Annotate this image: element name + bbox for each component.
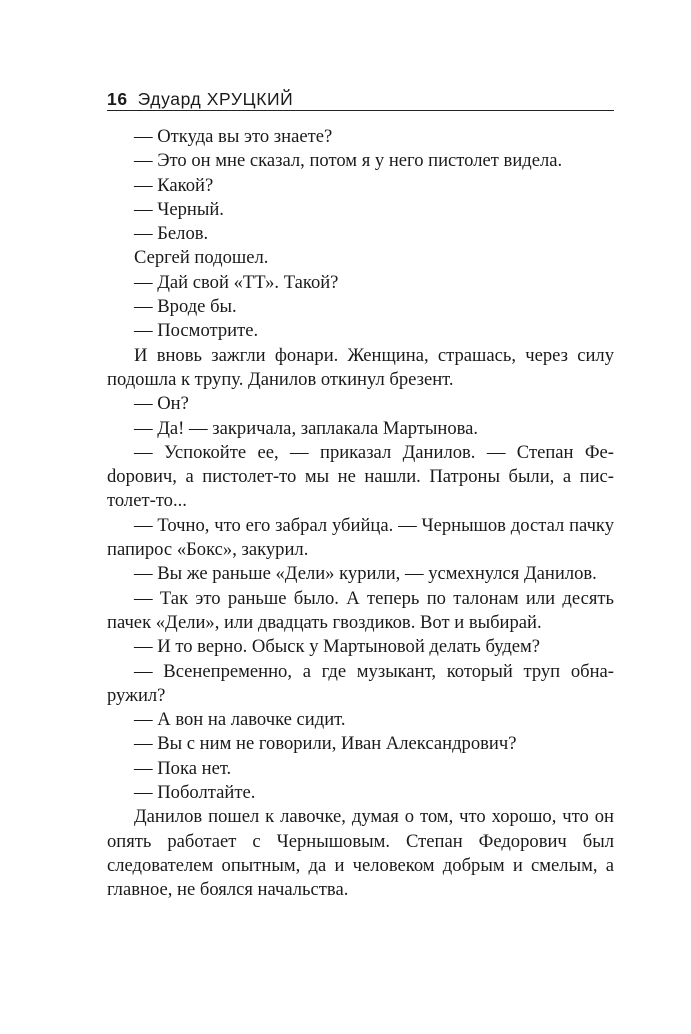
paragraph: — Дай свой «ТТ». Такой? xyxy=(134,271,339,293)
paragraph: — Пока нет. xyxy=(134,757,232,779)
paragraph: — А вон на лавочке сидит. xyxy=(134,709,346,731)
paragraph: Сергей подошел. xyxy=(134,247,269,269)
body-text xyxy=(107,125,614,903)
running-header-author: Эдуард ХРУЦКИЙ xyxy=(137,89,294,109)
paragraph: — Вы же раньше «Дели» курили, — усмехнулся Данилов. xyxy=(134,563,597,585)
paragraph: Данилов пошел к лавочке, думая о том, что хорошо, что он опять работает с Чернышовым. Степан Федорович был следователем опытным, да и человеком добрым и смелым, а главное, не боялся начальства. xyxy=(107,806,614,901)
page-number: 16 xyxy=(107,89,128,109)
paragraph: — Вы с ним не говорили, Иван Александрович? xyxy=(134,733,517,755)
paragraph: — Он? xyxy=(134,393,189,415)
paragraph: — Так это раньше было. А теперь по талонам или десять пачек «Дели», или двадцать гвоздиков. Вот и выбирай. xyxy=(107,587,614,633)
paragraph: — И то верно. Обыск у Мартыновой делать будем? xyxy=(134,636,541,658)
paragraph: — Вроде бы. xyxy=(134,296,237,318)
paragraph: — Белов. xyxy=(134,223,209,245)
paragraph: — Черный. xyxy=(134,198,224,220)
paragraph: — Да! — закричала, заплакала Мартынова. xyxy=(134,417,479,439)
paragraph: — Посмотрите. xyxy=(134,320,259,342)
paragraph: — Поболтайте. xyxy=(134,782,256,804)
paragraph: — Это он мне сказал, потом я у него пистолет видела. xyxy=(134,150,563,172)
paragraph: И вновь зажгли фонари. Женщина, страшась, через силу подошла к трупу. Данилов откинул брезент. xyxy=(107,344,614,390)
running-header xyxy=(107,86,614,112)
paragraph: — Всенепременно, а где музыкант, который труп обнаружил? xyxy=(107,660,614,706)
paragraph: — Точно, что его забрал убийца. — Чернышов достал пачку папирос «Бокс», закурил. xyxy=(107,514,614,561)
paragraph: — Какой? xyxy=(134,174,214,196)
paragraph: — Успокойте ее, — приказал Данилов. — Степан Феdорович, а пистолет-то мы не нашли. Патроны были, а пистолет-то... xyxy=(107,441,614,512)
paragraph: — Откуда вы это знаете? xyxy=(134,126,333,147)
header-divider xyxy=(107,110,614,111)
